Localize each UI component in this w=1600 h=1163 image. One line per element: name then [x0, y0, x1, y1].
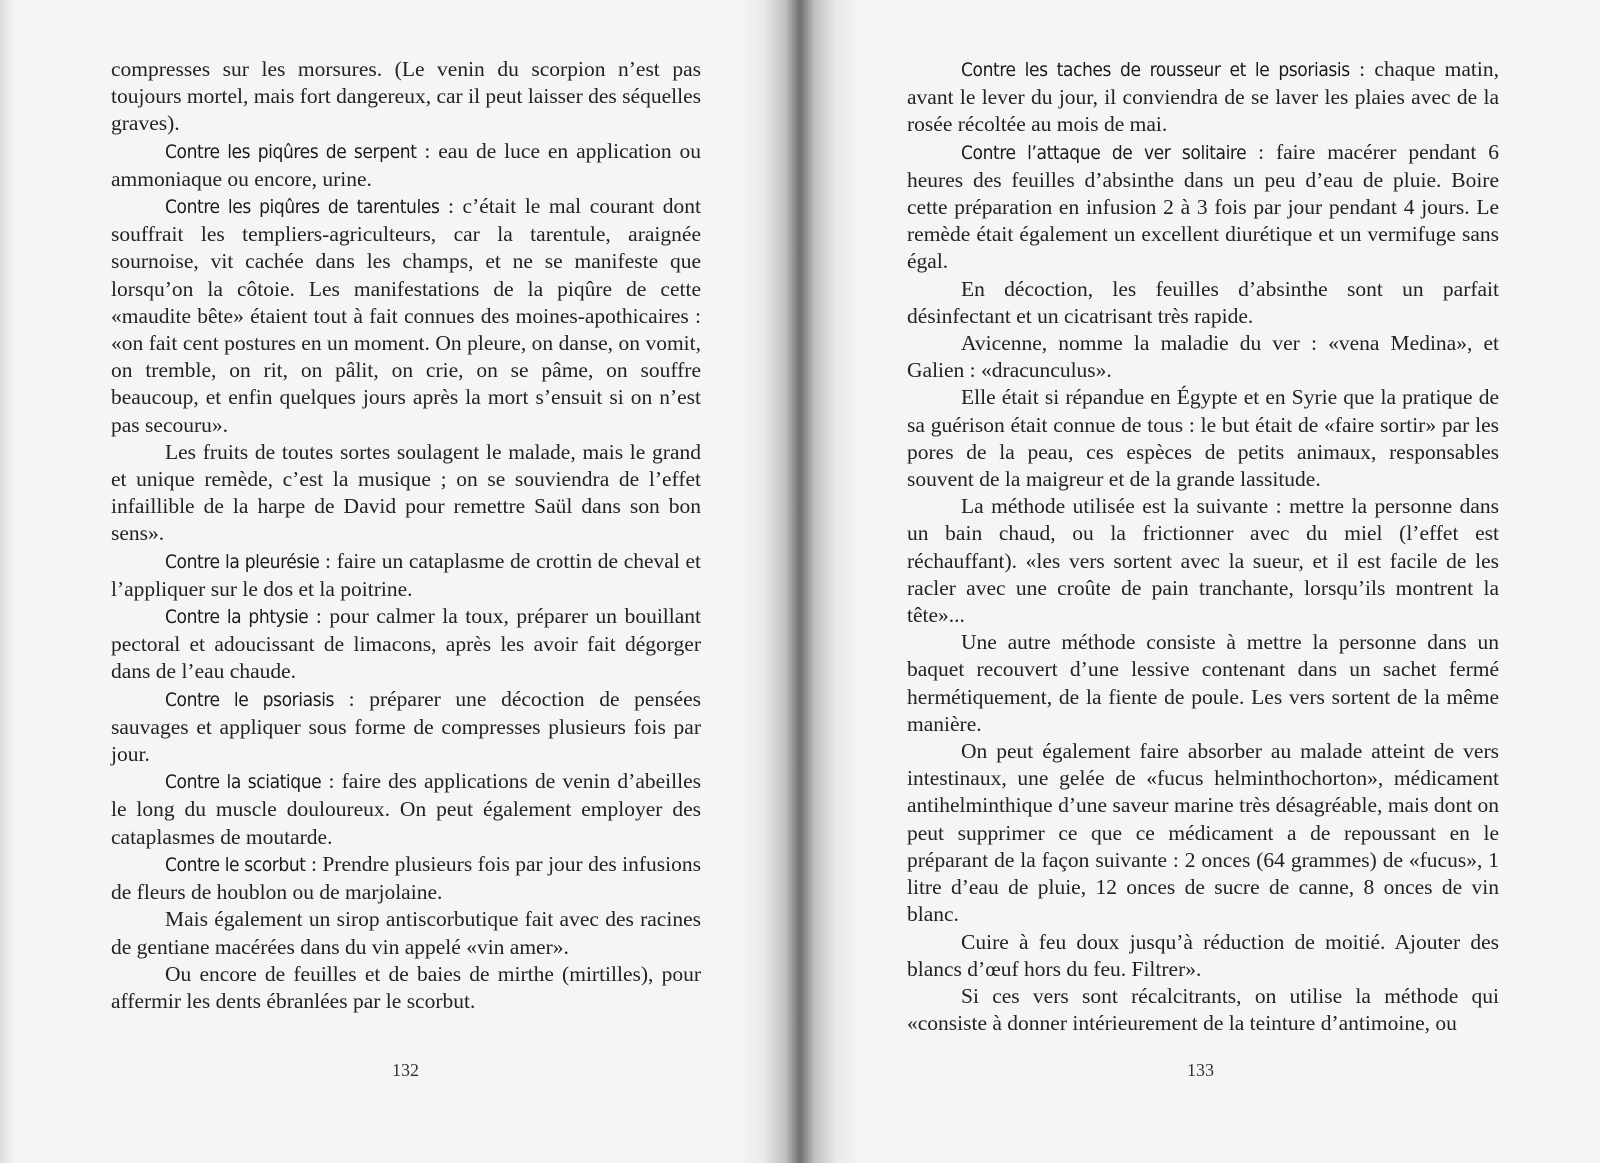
remedy-heading: Contre la phtysie — [165, 606, 309, 629]
paragraph — [907, 276, 1499, 330]
remedy-heading: Contre la pleurésie — [165, 550, 320, 573]
paragraph-text: : préparer une décoction de pensées sauvages et appliquer sous forme de compresses plusieurs fois par jour. — [111, 686, 702, 767]
paragraph-text: : eau de luce en application ou ammoniaque ou encore, urine. — [111, 138, 701, 191]
paragraph — [111, 851, 701, 906]
right-page-number: 133 — [1187, 1060, 1214, 1080]
paragraph — [111, 961, 701, 1015]
paragraph-text: Si ces vers sont récalcitrants, on utilise la méthode qui «consiste à donner intérieurement de la teinture d’antimoine, ou — [907, 983, 1499, 1036]
paragraph — [111, 548, 701, 603]
remedy-heading: Contre les piqûres de serpent — [165, 140, 417, 163]
paragraph — [111, 56, 701, 138]
paragraph-text: Elle était si répandue en Égypte et en Syrie que la pratique de sa guérison était connue de tous : le but était de «faire sortir» par les pores de la peau, ces espèces de petits animaux, responsables souvent de la maigreur et de la grande lassitude. — [907, 385, 1499, 492]
left-page-number: 132 — [392, 1060, 419, 1080]
paragraph — [111, 686, 701, 769]
book-gutter — [740, 0, 860, 1163]
paragraph — [907, 929, 1499, 983]
paragraph — [111, 603, 701, 686]
paragraph — [907, 629, 1499, 738]
remedy-heading: Contre les piqûres de tarentules — [165, 196, 440, 219]
page-edge-shadow — [0, 0, 14, 1163]
left-page-text — [111, 56, 701, 1015]
paragraph — [111, 906, 701, 960]
paragraph-text: : pour calmer la toux, préparer un bouillant pectoral et adoucissant de limacons, après les avoir fait dégorger dans de l’eau chaude. — [111, 604, 702, 684]
paragraph-text: Les fruits de toutes sortes soulagent le malade, mais le grand et unique remède, c’est la musique ; on se souviendra de l’effet infaillible de la harpe de David pour remettre Saül dans son bon sens». — [111, 439, 701, 546]
remedy-heading: Contre les taches de rousseur et le psoriasis — [961, 59, 1350, 81]
paragraph — [111, 193, 701, 439]
remedy-heading: Contre l’attaque de ver solitaire — [961, 141, 1247, 164]
paragraph — [907, 56, 1499, 139]
paragraph-text: Cuire à feu doux jusqu’à réduction de moitié. Ajouter des blancs d’œuf hors du feu. Filtrer». — [907, 929, 1499, 981]
paragraph — [907, 330, 1499, 384]
remedy-heading: Contre la sciatique — [165, 771, 322, 794]
paragraph — [111, 439, 701, 548]
paragraph-text: : faire un cataplasme de crottin de cheval et l’appliquer sur le dos et la poitrine. — [111, 548, 701, 601]
paragraph — [907, 384, 1499, 493]
remedy-heading: Contre le psoriasis — [165, 688, 335, 711]
paragraph-text: La méthode utilisée est la suivante : mettre la personne dans un bain chaud, ou la frictionner avec du miel (l’effet est réchauffant). «les vers sortent avec la sueur, et il est facile de les racler avec une croûte de pain tranchante, lorsqu’ils montrent la tête»... — [907, 494, 1499, 628]
paragraph-text: Une autre méthode consiste à mettre la personne dans un baquet recouvert d’une lessive contenant dans un sachet fermé hermétiquement, de la fiente de poule. Les vers sortent de la même manière. — [907, 630, 1499, 736]
remedy-heading: Contre le scorbut — [165, 853, 306, 876]
paragraph-text: : chaque matin, avant le lever du jour, il conviendra de se laver les plaies avec de la rosée récoltée au mois de mai. — [907, 57, 1499, 137]
paragraph-text: Avicenne, nomme la maladie du ver : «vena Medina», et Galien : «dracunculus». — [907, 331, 1499, 383]
paragraph — [907, 983, 1499, 1037]
paragraph-text: : faire des applications de venin d’abeilles le long du muscle douloureux. On peut également employer des cataplasmes de moutarde. — [111, 769, 701, 849]
paragraph-text: Mais également un sirop antiscorbutique fait avec des racines de gentiane macérées dans du vin appelé «vin amer». — [111, 907, 701, 959]
paragraph — [111, 768, 701, 851]
paragraph-text: : c’était le mal courant dont souffrait les templiers-agriculteurs, car la tarentule, araignée sournoise, vit cachée dans les champs, et ne se manifeste que lorsqu’on la côtoie. Les manifestations de la piqûre de cette «maudite bête» étaient tout à fait connues des moines-apothicaires : «on fait cent postures en un moment. On pleure, on danse, on vomit, on tremble, on rit, on pâlit, on crie, on se pâme, on souffre beaucoup, et enfin quelques jours après la mort s’ensuit si on n’est pas secouru». — [111, 194, 701, 437]
paragraph-text: En décoction, les feuilles d’absinthe sont un parfait désinfectant et un cicatrisant très rapide. — [907, 276, 1499, 328]
paragraph — [907, 738, 1499, 928]
paragraph-text: On peut également faire absorber au malade atteint de vers intestinaux, une gelée de «fucus helminthochorton», médicament antihelminthique d’une saveur marine très désagréable, mais dont on peut supprimer ce que ce médicament a de repoussant en le préparant de la façon suivante : 2 onces (64 grammes) de «fucus», 1 litre d’eau de pluie, 12 onces de sucre de canne, 8 onces de vin blanc. — [907, 739, 1499, 927]
paragraph-text: : Prendre plusieurs fois par jour des infusions de fleurs de houblon ou de marjolaine. — [111, 851, 701, 905]
right-page-text — [907, 56, 1499, 1037]
paragraph — [907, 493, 1499, 629]
paragraph-text: compresses sur les morsures. (Le venin du scorpion n’est pas toujours mortel, mais fort dangereux, car il peut laisser des séquelles graves). — [111, 57, 701, 136]
paragraph — [111, 138, 701, 193]
paragraph-text: Ou encore de feuilles et de baies de mirthe (mirtilles), pour affermir les dents ébranlées par le scorbut. — [111, 961, 701, 1013]
paragraph — [907, 139, 1499, 276]
paragraph-text: : faire macérer pendant 6 heures des feuilles d’absinthe dans un peu d’eau de pluie. Boire cette préparation en infusion 2 à 3 fois par jour pendant 4 jours. Le remède était également un excellent diurétique et un vermifuge sans égal. — [907, 139, 1499, 274]
